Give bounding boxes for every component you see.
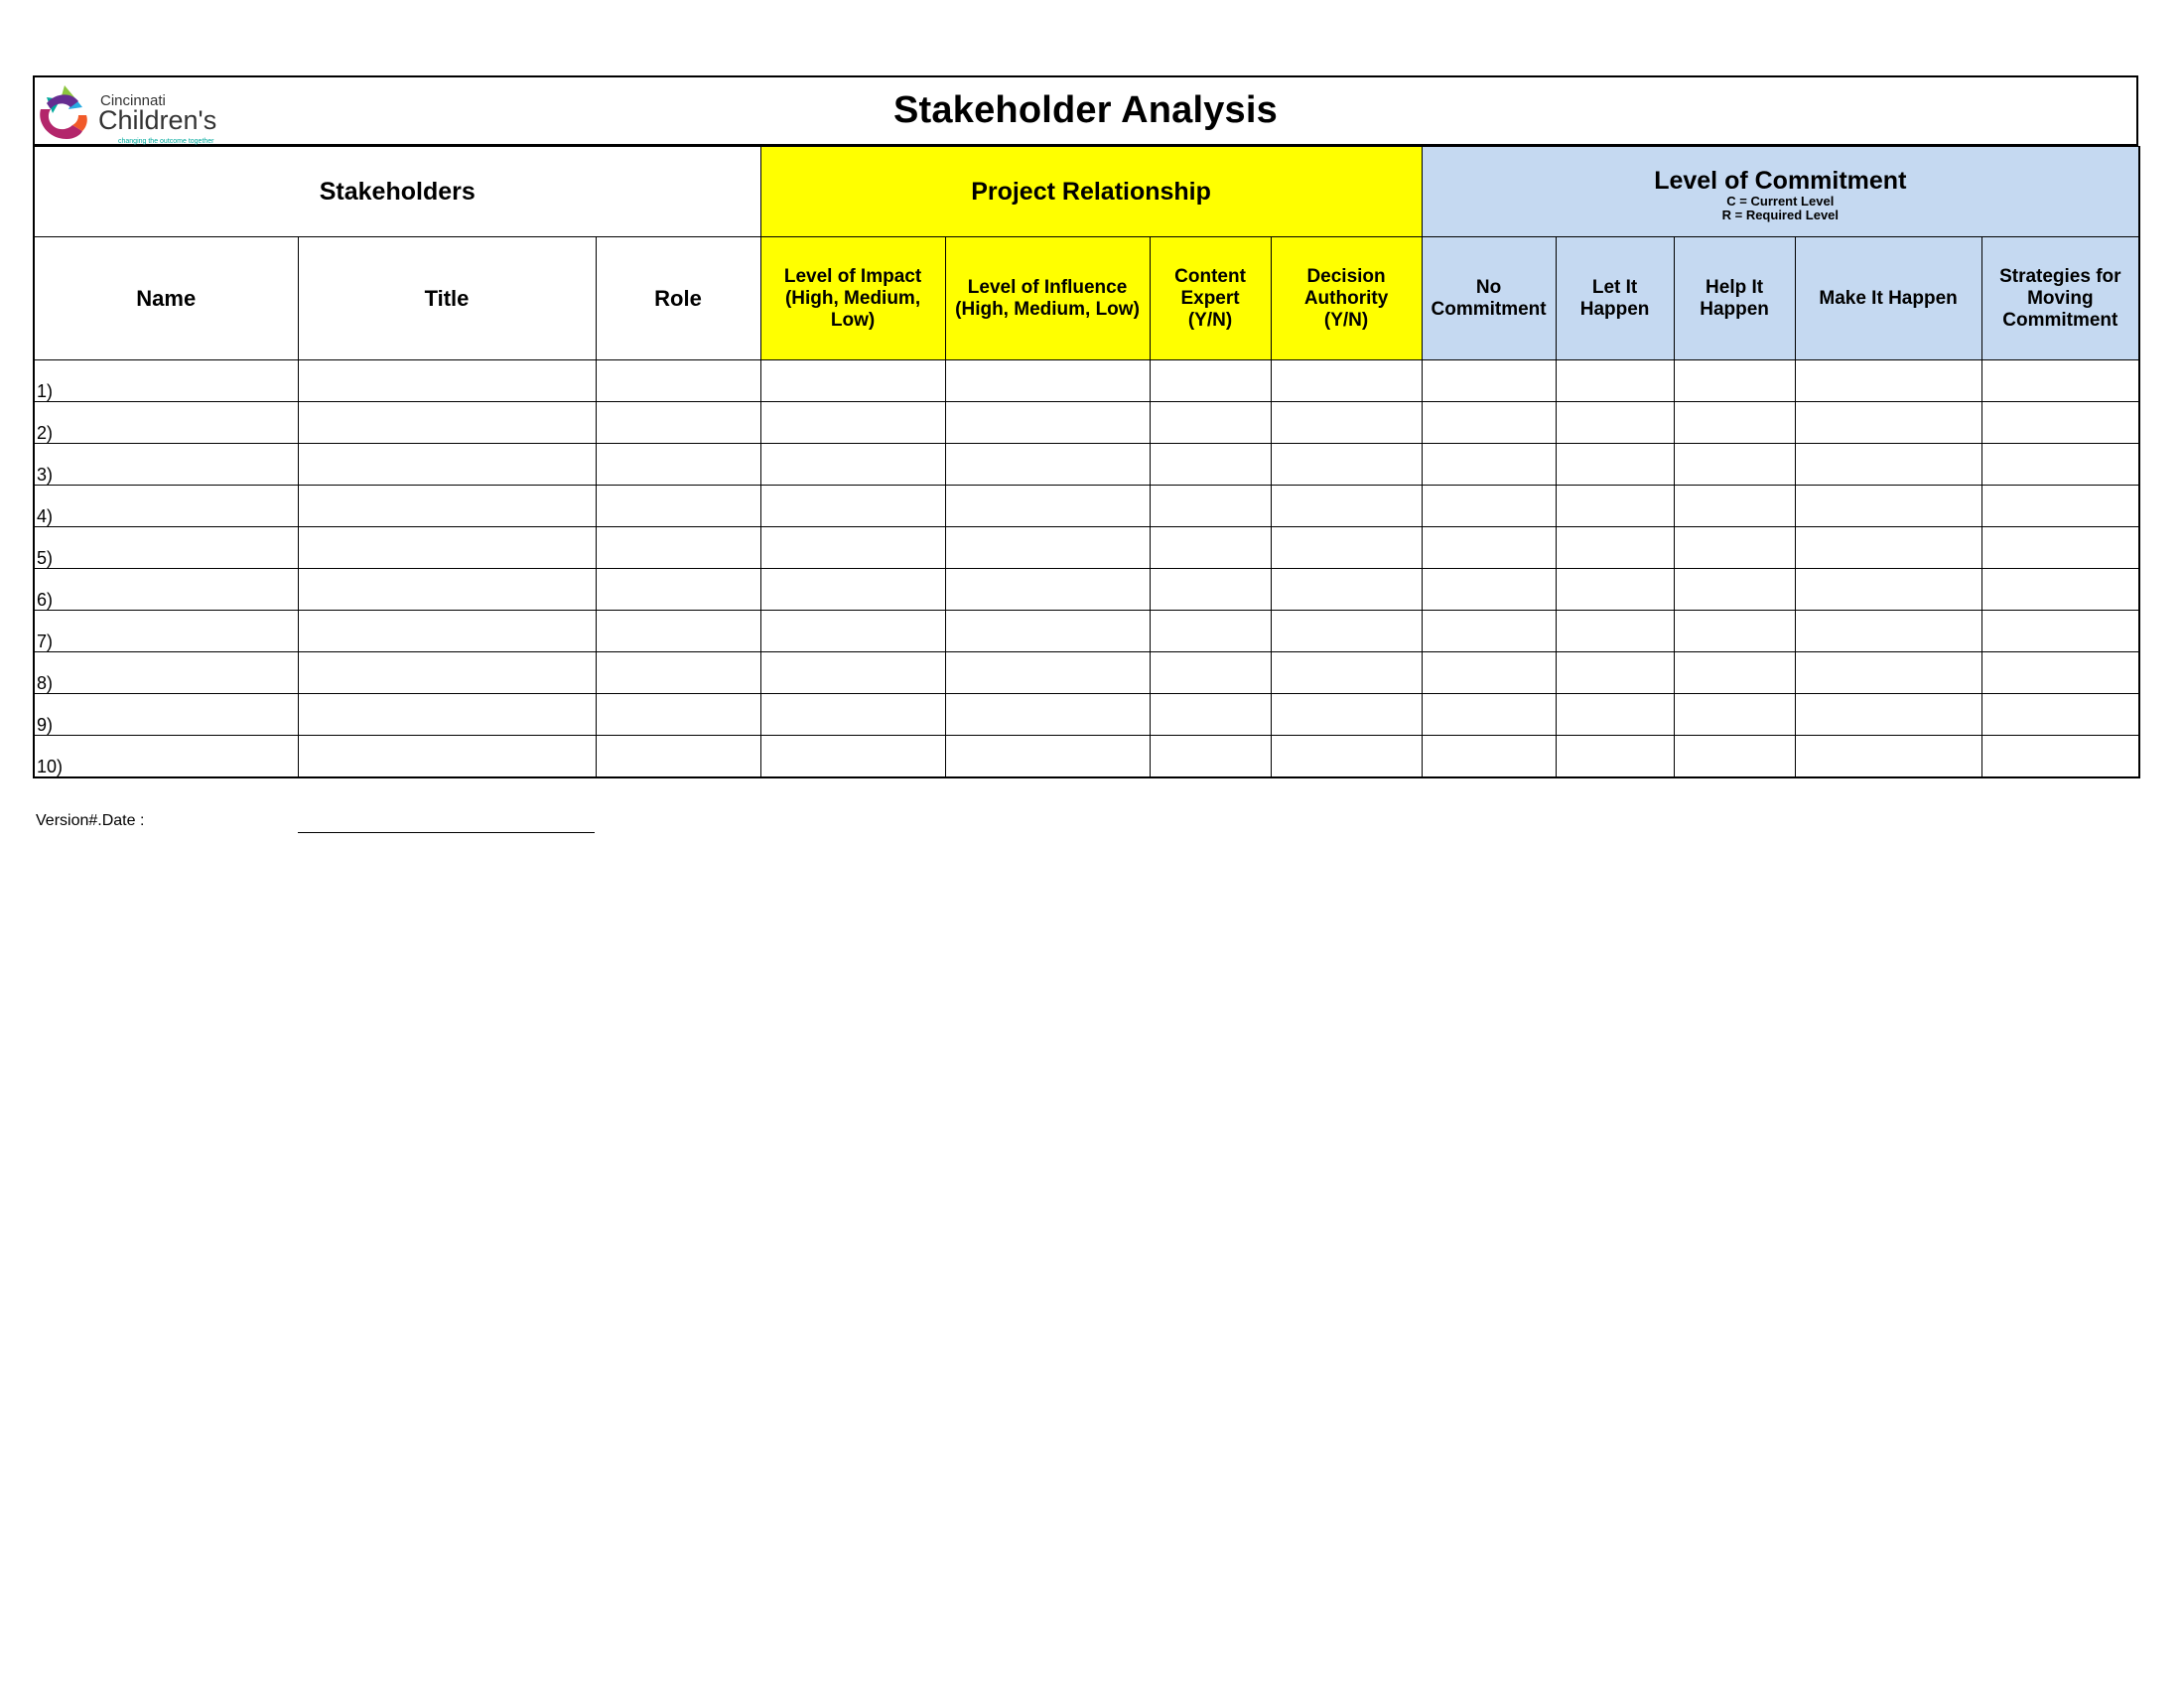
commitment-note-required: R = Required Level: [1721, 208, 1840, 222]
table-cell[interactable]: [34, 486, 298, 527]
table-cell[interactable]: [760, 486, 945, 527]
table-cell[interactable]: [945, 736, 1150, 777]
table-cell[interactable]: [945, 444, 1150, 486]
table-cell[interactable]: [596, 486, 760, 527]
row-number: 5): [37, 548, 54, 568]
table-cell[interactable]: [1981, 444, 2139, 486]
table-cell[interactable]: [1674, 694, 1795, 736]
table-cell[interactable]: [1150, 611, 1271, 652]
col-let-line2: Happen: [1579, 298, 1650, 320]
table-cell[interactable]: [945, 611, 1150, 652]
stakeholder-table: [33, 146, 2140, 778]
table-cell[interactable]: [596, 652, 760, 694]
table-cell[interactable]: [1795, 736, 1981, 777]
table-cell[interactable]: [945, 652, 1150, 694]
table-cell[interactable]: [1795, 486, 1981, 527]
table-cell[interactable]: [760, 360, 945, 402]
table-cell[interactable]: [1981, 360, 2139, 402]
logo-tagline: changing the outcome together: [118, 138, 214, 145]
table-cell[interactable]: [596, 402, 760, 444]
table-cell[interactable]: [34, 736, 298, 777]
table-cell[interactable]: [1422, 360, 1556, 402]
table-cell[interactable]: [945, 486, 1150, 527]
table-cell[interactable]: [34, 652, 298, 694]
col-let-it-happen: [1556, 237, 1674, 360]
table-cell[interactable]: [1795, 527, 1981, 569]
table-cell[interactable]: [1271, 486, 1422, 527]
col-help-it-happen: [1674, 237, 1795, 360]
table-cell[interactable]: [596, 360, 760, 402]
col-content-expert: [1150, 237, 1271, 360]
col-no-line1: No: [1475, 276, 1502, 298]
col-strat-line3: Commitment: [2002, 309, 2118, 331]
col-impact-line3: Low): [830, 309, 876, 331]
table-cell[interactable]: [1271, 611, 1422, 652]
table-cell[interactable]: [1271, 694, 1422, 736]
table-cell[interactable]: [1150, 652, 1271, 694]
table-cell[interactable]: [596, 527, 760, 569]
table-cell[interactable]: [1674, 736, 1795, 777]
col-content-line2: Expert: [1180, 287, 1240, 309]
table-cell[interactable]: [1150, 736, 1271, 777]
stakeholder-sheet: [33, 75, 2138, 778]
table-cell[interactable]: [596, 444, 760, 486]
table-cell[interactable]: [298, 402, 596, 444]
table-cell[interactable]: [1674, 611, 1795, 652]
col-level-of-impact: [760, 237, 945, 360]
group-project-relationship: Project Relationship: [760, 147, 1422, 237]
row-number: 9): [37, 715, 54, 735]
table-cell[interactable]: [1422, 402, 1556, 444]
table-cell[interactable]: [760, 694, 945, 736]
table-cell[interactable]: [298, 652, 596, 694]
table-cell[interactable]: [1422, 694, 1556, 736]
row-number: 2): [37, 423, 54, 443]
group-header-row: [34, 147, 2139, 237]
col-strat-line1: Strategies for: [1999, 265, 2121, 287]
table-cell[interactable]: [1674, 527, 1795, 569]
table-cell[interactable]: [298, 527, 596, 569]
table-cell[interactable]: [1271, 652, 1422, 694]
table-cell[interactable]: [596, 611, 760, 652]
col-strat-line2: Moving: [2027, 287, 2094, 309]
table-cell[interactable]: [1422, 486, 1556, 527]
col-strategies: [1981, 237, 2139, 360]
page-title: Stakeholder Analysis: [893, 89, 1278, 131]
table-cell[interactable]: [1422, 611, 1556, 652]
table-cell[interactable]: [1271, 360, 1422, 402]
table-row: [34, 527, 2139, 569]
commitment-note-current: C = Current Level: [1726, 194, 1835, 209]
table-cell[interactable]: [1271, 402, 1422, 444]
table-cell[interactable]: [1674, 360, 1795, 402]
row-number: 4): [37, 506, 54, 526]
col-impact-line1: Level of Impact: [783, 265, 922, 287]
row-number: 1): [37, 381, 54, 401]
table-row: [34, 402, 2139, 444]
table-cell[interactable]: [1422, 736, 1556, 777]
table-cell[interactable]: [1150, 486, 1271, 527]
table-cell[interactable]: [298, 569, 596, 611]
table-cell[interactable]: [1981, 569, 2139, 611]
title-row: [33, 75, 2138, 146]
table-cell[interactable]: [1981, 486, 2139, 527]
table-cell[interactable]: [1150, 402, 1271, 444]
col-influence-line1: Level of Influence: [967, 276, 1128, 298]
col-no-commitment: [1422, 237, 1556, 360]
table-cell[interactable]: [298, 360, 596, 402]
table-cell[interactable]: [1795, 569, 1981, 611]
col-content-line3: (Y/N): [1187, 309, 1233, 331]
table-cell[interactable]: [34, 360, 298, 402]
table-cell[interactable]: [760, 736, 945, 777]
table-cell[interactable]: [1981, 652, 2139, 694]
col-help-line1: Help It: [1706, 276, 1764, 298]
table-cell[interactable]: [1271, 444, 1422, 486]
table-cell[interactable]: [1271, 527, 1422, 569]
table-cell[interactable]: [1556, 486, 1674, 527]
row-number: 6): [37, 590, 54, 610]
table-cell[interactable]: [298, 444, 596, 486]
table-cell[interactable]: [34, 527, 298, 569]
table-cell[interactable]: [760, 569, 945, 611]
col-role: Role: [596, 237, 760, 360]
col-impact-line2: (High, Medium,: [784, 287, 921, 309]
table-cell[interactable]: [1981, 694, 2139, 736]
table-cell[interactable]: [1150, 360, 1271, 402]
table-cell[interactable]: [1422, 652, 1556, 694]
table-cell[interactable]: [1422, 569, 1556, 611]
col-decision-authority: [1271, 237, 1422, 360]
table-cell[interactable]: [1795, 360, 1981, 402]
table-cell[interactable]: [760, 611, 945, 652]
table-cell[interactable]: [760, 527, 945, 569]
table-row: [34, 611, 2139, 652]
table-cell[interactable]: [760, 402, 945, 444]
table-cell[interactable]: [1981, 611, 2139, 652]
logo-line2: Children's: [98, 105, 217, 135]
version-date-label: Version#.Date :: [36, 812, 145, 829]
table-cell[interactable]: [596, 736, 760, 777]
table-cell[interactable]: [1422, 527, 1556, 569]
table-cell[interactable]: [945, 360, 1150, 402]
group-level-of-commitment: [1422, 147, 2139, 237]
table-cell[interactable]: [1981, 736, 2139, 777]
table-cell[interactable]: [1556, 402, 1674, 444]
table-cell[interactable]: [1422, 444, 1556, 486]
table-row: [34, 736, 2139, 777]
table-cell[interactable]: [1795, 402, 1981, 444]
table-cell[interactable]: [1674, 402, 1795, 444]
table-cell[interactable]: [1150, 527, 1271, 569]
row-number: 10): [37, 756, 64, 776]
table-cell[interactable]: [34, 569, 298, 611]
table-cell[interactable]: [1271, 736, 1422, 777]
row-number: 3): [37, 465, 54, 485]
table-cell[interactable]: [1556, 611, 1674, 652]
col-content-line1: Content: [1174, 265, 1246, 287]
table-cell[interactable]: [298, 736, 596, 777]
table-cell[interactable]: [34, 402, 298, 444]
table-cell[interactable]: [298, 694, 596, 736]
row-number: 7): [37, 632, 54, 651]
table-cell[interactable]: [1150, 569, 1271, 611]
column-header-row: [34, 237, 2139, 360]
table-row: [34, 444, 2139, 486]
col-decision-line3: (Y/N): [1323, 309, 1369, 331]
commitment-title: Level of Commitment: [1654, 167, 1907, 195]
table-cell[interactable]: [1556, 360, 1674, 402]
table-cell[interactable]: [1556, 736, 1674, 777]
table-cell[interactable]: [34, 444, 298, 486]
table-cell[interactable]: [1556, 444, 1674, 486]
col-help-line2: Happen: [1700, 298, 1769, 320]
row-number: 8): [37, 673, 54, 693]
table-cell[interactable]: [1150, 444, 1271, 486]
table-cell[interactable]: [760, 652, 945, 694]
table-cell[interactable]: [298, 486, 596, 527]
table-cell[interactable]: [1795, 444, 1981, 486]
col-let-line1: Let It: [1591, 276, 1638, 298]
table-cell[interactable]: [1674, 652, 1795, 694]
col-name: Name: [34, 237, 298, 360]
table-row: [34, 694, 2139, 736]
table-cell[interactable]: [1150, 694, 1271, 736]
table-cell[interactable]: [596, 569, 760, 611]
table-cell[interactable]: [1981, 527, 2139, 569]
table-row: [34, 486, 2139, 527]
table-cell[interactable]: [1556, 527, 1674, 569]
table-row: [34, 569, 2139, 611]
table-cell[interactable]: [945, 569, 1150, 611]
table-cell[interactable]: [1674, 569, 1795, 611]
table-row: [34, 652, 2139, 694]
table-cell[interactable]: [596, 694, 760, 736]
table-cell[interactable]: [1271, 569, 1422, 611]
col-make-it-happen: Make It Happen: [1795, 237, 1981, 360]
table-cell[interactable]: [945, 402, 1150, 444]
group-stakeholders: Stakeholders: [34, 147, 760, 237]
table-cell[interactable]: [945, 527, 1150, 569]
col-influence-line2: (High, Medium, Low): [955, 298, 1140, 320]
table-row: [34, 360, 2139, 402]
logo-line1: Cincinnati: [100, 92, 166, 109]
table-cell[interactable]: [34, 694, 298, 736]
table-cell[interactable]: [1795, 694, 1981, 736]
table-cell[interactable]: [1795, 652, 1981, 694]
table-cell[interactable]: [1674, 444, 1795, 486]
col-title: Title: [298, 237, 596, 360]
col-decision-line1: Decision: [1306, 265, 1386, 287]
table-cell[interactable]: [1556, 569, 1674, 611]
table-cell[interactable]: [1556, 652, 1674, 694]
table-cell[interactable]: [945, 694, 1150, 736]
table-cell[interactable]: [760, 444, 945, 486]
table-cell[interactable]: [34, 611, 298, 652]
table-cell[interactable]: [1674, 486, 1795, 527]
table-cell[interactable]: [1556, 694, 1674, 736]
col-decision-line2: Authority: [1303, 287, 1389, 309]
col-no-line2: Commitment: [1431, 298, 1547, 320]
col-level-of-influence: [945, 237, 1150, 360]
table-cell[interactable]: [1795, 611, 1981, 652]
data-rows: [34, 360, 2139, 777]
table-cell[interactable]: [298, 611, 596, 652]
version-date-line[interactable]: [298, 832, 595, 833]
table-cell[interactable]: [1981, 402, 2139, 444]
